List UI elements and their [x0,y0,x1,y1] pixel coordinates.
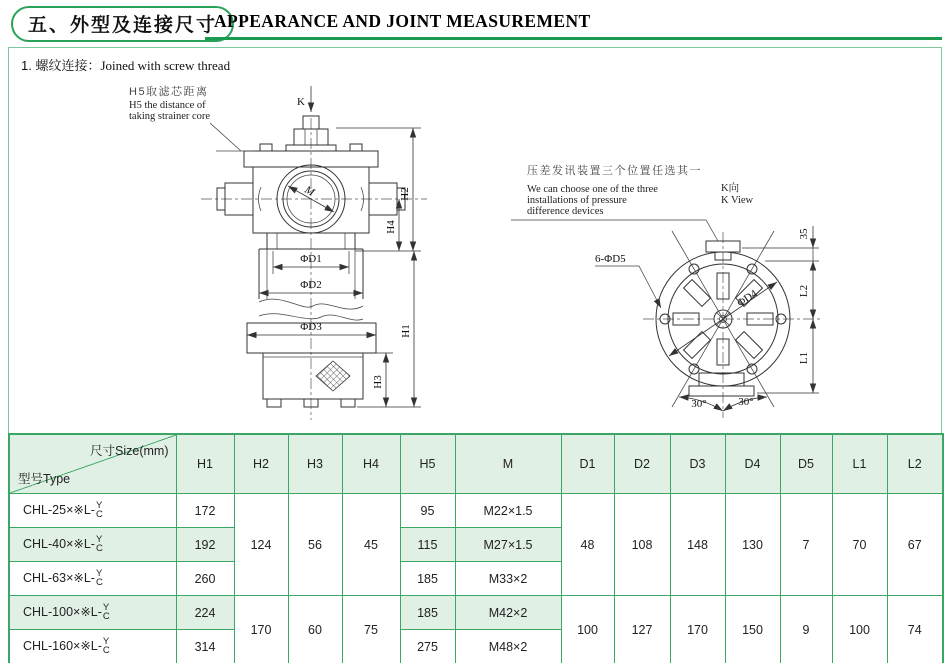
title-underline [205,37,942,40]
dim-label-d4: ΦD4 [735,287,760,310]
drawing-panel [8,47,942,435]
dim-label-l2: L2 [798,284,810,298]
model-sup: Y [102,635,110,647]
value-cell-h1: 224 [176,596,234,630]
model-cell [9,562,176,596]
col-header-h3: H3 [288,434,342,494]
table-row [9,494,943,528]
merged-cell-h2: 124 [234,494,288,596]
table-row [9,596,943,630]
model-cell [9,528,176,562]
model-cell [9,630,176,663]
section-title-en: APPEARANCE AND JOINT MEASUREMENT [214,11,591,31]
merged-cell-l1: 100 [832,596,887,663]
merged-cell-l1: 70 [832,494,887,596]
k-dir-zh: K向 [721,183,740,194]
col-header-h1: H1 [176,434,234,494]
k-view [511,163,821,418]
table-header-row [9,434,943,494]
section-title-capsule [11,6,234,42]
merged-cell-d5: 7 [780,494,832,596]
model-sup: Y [95,533,103,545]
front-view [129,84,427,420]
dim-label-h4: H4 [385,220,397,234]
model-sub: C [102,644,110,656]
value-cell-h1: 172 [176,494,234,528]
model-sub: C [95,508,103,520]
dim-label-d2: ΦD2 [300,279,322,291]
dim-label-d1: ΦD1 [300,253,322,265]
merged-cell-h2: 170 [234,596,288,663]
model-sup: Y [102,601,110,613]
dim-label-h3: H3 [372,375,384,389]
model-text: CHL-100×※L- [23,605,102,620]
model-sub: C [95,542,103,554]
model-sup: Y [95,499,103,511]
merged-cell-d5: 9 [780,596,832,663]
k-arrow-label: K [297,96,305,108]
merged-cell-h3: 56 [288,494,342,596]
merged-cell-d1: 100 [561,596,614,663]
model-sub: C [102,610,110,622]
value-cell-h5: 115 [400,528,455,562]
dim-label-6d5: 6-ΦD5 [595,253,626,265]
col-header-d5: D5 [780,434,832,494]
value-cell-m: M22×1.5 [455,494,561,528]
dim-label-h1: H1 [400,324,412,338]
model-cell [9,494,176,528]
value-cell-h5: 95 [400,494,455,528]
subtitle-zh: 1. 螺纹连接： [21,58,101,73]
corner-type-label: 型号Type [18,472,71,486]
angle-label-right: 30° [738,396,754,408]
crosshatch-screen [316,361,350,391]
value-cell-h5: 185 [400,562,455,596]
model-sub: C [95,576,103,588]
dim-label-l1: L1 [798,351,810,365]
pd-note-en2: installations of pressure [527,195,627,206]
value-cell-m: M48×2 [455,630,561,663]
col-header-d1: D1 [561,434,614,494]
dim-label-d3: ΦD3 [300,321,322,333]
pd-note-zh: 压差发讯装置三个位置任选其一 [527,165,702,177]
merged-cell-d2: 108 [614,494,670,596]
dimension-table-wrap [8,433,944,663]
model-cell [9,596,176,630]
merged-cell-d2: 127 [614,596,670,663]
col-header-d3: D3 [670,434,725,494]
h5-note-en2: taking strainer core [129,111,211,122]
k-dir-en: K View [721,195,754,206]
col-header-h4: H4 [342,434,400,494]
col-header-h5: H5 [400,434,455,494]
value-cell-h1: 260 [176,562,234,596]
value-cell-m: M33×2 [455,562,561,596]
corner-size-label: 尺寸Size(mm) [90,444,169,458]
col-header-d2: D2 [614,434,670,494]
model-text: CHL-160×※L- [23,639,102,654]
pd-note-en1: We can choose one of the three [527,184,658,195]
dim-label-h2: H2 [399,187,411,201]
corner-header-cell [9,434,176,494]
merged-cell-l2: 67 [887,494,943,596]
merged-cell-d3: 170 [670,596,725,663]
h5-note-zh: H5取滤芯距离 [129,86,209,98]
merged-cell-d1: 48 [561,494,614,596]
section-title-zh: 五、外型及连接尺寸 [28,15,218,36]
value-cell-h5: 185 [400,596,455,630]
merged-cell-l2: 74 [887,596,943,663]
h5-note-en1: H5 the distance of [129,100,206,111]
pd-note-en3: difference devices [527,206,604,217]
subtitle-en: Joined with screw thread [100,58,231,73]
col-header-m: M [455,434,561,494]
value-cell-h1: 314 [176,630,234,663]
model-text: CHL-63×※L- [23,571,95,586]
page-header [0,0,950,46]
dim-label-35: 35 [798,228,810,240]
technical-drawings [9,48,941,434]
value-cell-m: M27×1.5 [455,528,561,562]
merged-cell-d4: 150 [725,596,780,663]
merged-cell-h4: 75 [342,596,400,663]
dimension-table [8,433,944,663]
mounting-base [689,373,754,396]
merged-cell-h3: 60 [288,596,342,663]
col-header-l2: L2 [887,434,943,494]
col-header-d4: D4 [725,434,780,494]
model-text: CHL-40×※L- [23,537,95,552]
col-header-h2: H2 [234,434,288,494]
merged-cell-d4: 130 [725,494,780,596]
merged-cell-d3: 148 [670,494,725,596]
value-cell-m: M42×2 [455,596,561,630]
dim-label-m: M [302,183,317,199]
merged-cell-h4: 45 [342,494,400,596]
model-sup: Y [95,567,103,579]
value-cell-h1: 192 [176,528,234,562]
col-header-l1: L1 [832,434,887,494]
value-cell-h5: 275 [400,630,455,663]
model-text: CHL-25×※L- [23,503,95,518]
angle-label-left: 30° [691,398,707,410]
